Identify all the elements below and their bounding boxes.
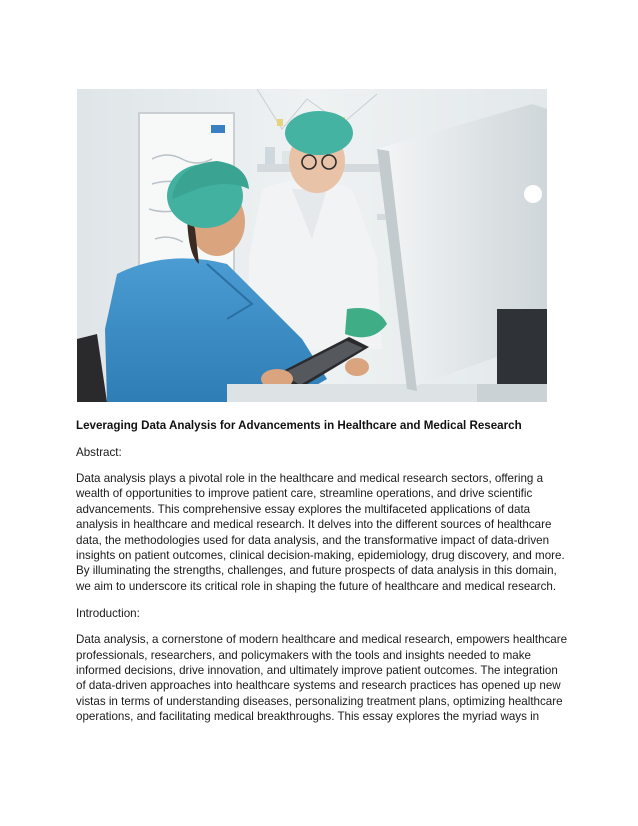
introduction-line: professionals, researchers, and policymakers with the tools and insights needed to make — [76, 648, 531, 662]
introduction-heading: Introduction: — [76, 607, 140, 621]
lab-scene-illustration — [77, 89, 547, 402]
abstract-line: insights on patient outcomes, clinical decision-making, epidemiology, drug discovery, and more. — [76, 549, 565, 563]
abstract-line: Data analysis plays a pivotal role in the healthcare and medical research sectors, offering a — [76, 472, 544, 485]
abstract-line: analysis in healthcare and medical research. It delves into the different sources of healthcare — [76, 518, 552, 532]
header-photo — [77, 89, 547, 402]
document-body — [76, 418, 566, 737]
abstract-line: By illuminating the strengths, challenges, and future prospects of data analysis in this domain, — [76, 564, 557, 578]
abstract-heading: Abstract: — [76, 446, 122, 459]
introduction-line: Data analysis, a cornerstone of modern healthcare and medical research, empowers healthcare — [76, 633, 568, 647]
introduction-line: informed decisions, drive innovation, and ultimately improve patient outcomes. The integration — [76, 664, 558, 678]
document-title: Leveraging Data Analysis for Advancements in Healthcare and Medical Research — [76, 419, 522, 432]
introduction-line: vistas in terms of understanding diseases, personalizing treatment plans, optimizing healthcare — [76, 694, 563, 708]
introduction-line: of data-driven approaches into healthcare systems and research practices has opened up new — [76, 679, 561, 693]
abstract-paragraph — [76, 471, 566, 594]
introduction-line: operations, and facilitating medical breakthroughs. This essay explores the myriad ways in — [76, 710, 540, 724]
abstract-line: advancements. This comprehensive essay explores the multifaceted applications of data — [76, 502, 531, 516]
abstract-line: we aim to underscore its critical role in shaping the future of healthcare and medical research. — [76, 579, 557, 593]
introduction-paragraph — [76, 632, 566, 724]
abstract-line: data, the methodologies used for data analysis, and the transformative impact of data-driven — [76, 533, 550, 547]
abstract-line: wealth of opportunities to improve patient care, streamline operations, and drive scientific — [76, 487, 533, 501]
